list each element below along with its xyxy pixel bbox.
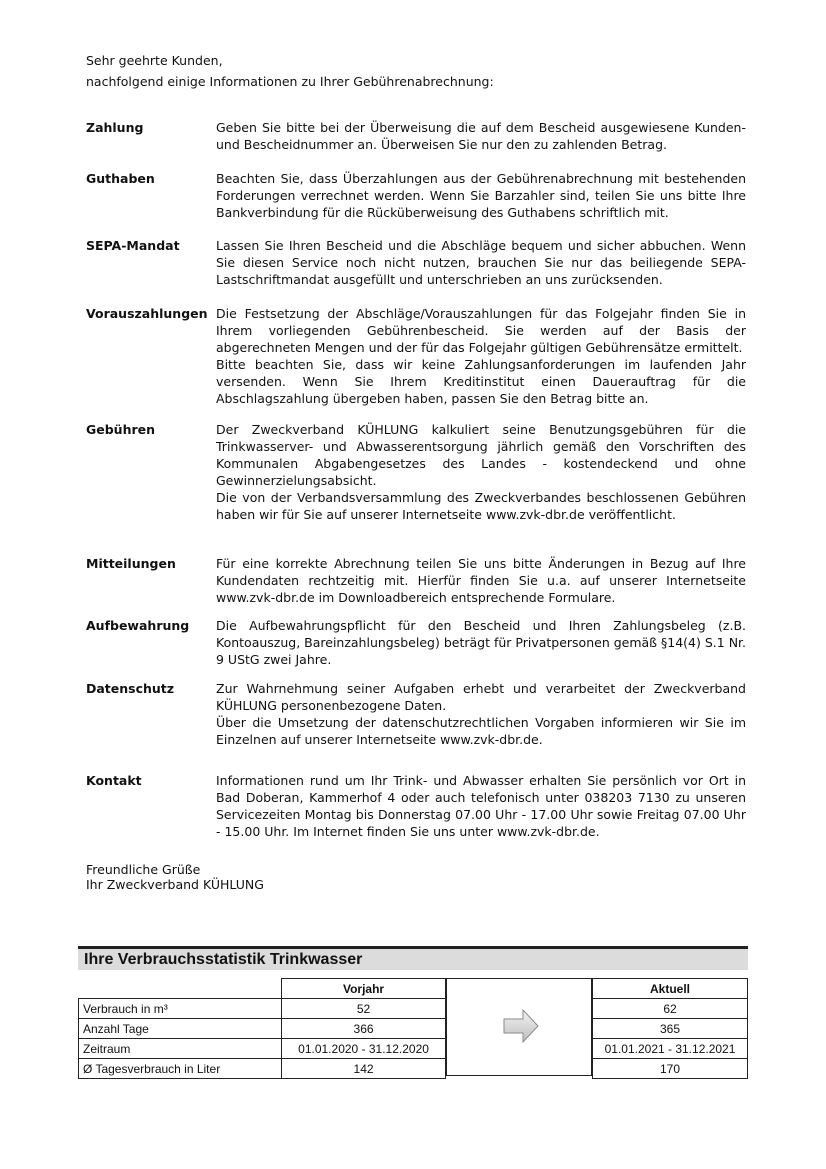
current-year-header: Aktuell: [593, 979, 748, 999]
current-value: 01.01.2021 - 31.12.2021: [593, 1039, 748, 1059]
section-term: Aufbewahrung: [86, 618, 190, 633]
row-label: Ø Tagesverbrauch in Liter: [79, 1059, 282, 1079]
section-term: Gebühren: [86, 422, 156, 437]
section-paragraph: Der Zweckverband KÜHLUNG kalkuliert seine Benutzungsgebühren für die Trinkwasserver- und Abwasserentsorgung jährlich gemäß den Vorschriften des Kommunalen Abgabengesetzes des Landes - kostendeckend und ohne Gewinnerzielungsabsicht.: [216, 422, 746, 488]
section-term: Guthaben: [86, 171, 155, 186]
closing-signature: Ihr Zweckverband KÜHLUNG: [86, 876, 264, 892]
row-label: Verbrauch in m³: [79, 999, 282, 1019]
section-paragraph: Lassen Sie Ihren Bescheid und die Abschläge bequem und sicher abbuchen. Wenn Sie diesen Service noch nicht nutzen, brauchen Sie nur das beiliegende SEPA-Lastschriftmandat ausgefüllt und unterschrieben an uns zurücksenden.: [216, 238, 746, 287]
section-paragraph: Geben Sie bitte bei der Überweisung die auf dem Bescheid ausgewiesene Kunden- und Bescheidnummer an. Überweisen Sie nur den zu zahlenden Betrag.: [216, 120, 746, 152]
previous-year-header: Vorjahr: [282, 979, 446, 999]
section-description: [216, 170, 746, 221]
previous-value: 01.01.2020 - 31.12.2020: [282, 1039, 446, 1059]
section-paragraph: Beachten Sie, dass Überzahlungen aus der Gebührenabrechnung mit bestehenden Forderungen verrechnet werden. Wenn Sie Barzahler sind, teilen Sie uns bitte Ihre Bankverbindung für die Rücküberweisung des Guthabens schriftlich mit.: [216, 171, 746, 220]
section-description: [216, 305, 746, 407]
closing-greeting: Freundliche Grüße: [86, 862, 201, 877]
section-description: [216, 555, 746, 606]
closing: [86, 863, 264, 892]
table-row: [593, 1039, 748, 1059]
statistics-table-current: [592, 978, 748, 1079]
section-paragraph: Die von der Verbandsversammlung des Zweckverbandes beschlossenen Gebühren haben wir für Sie auf unserer Internetseite www.zvk-dbr.de veröffentlicht.: [216, 490, 746, 522]
section-description: [216, 772, 746, 840]
section-paragraph: Informationen rund um Ihr Trink- und Abwasser erhalten Sie persönlich vor Ort in Bad Doberan, Kammerhof 4 oder auch telefonisch unter 038203 7130 zu unseren Servicezeiten Montag bis Donnerstag 07.00 Uhr - 17.00 Uhr sowie Freitag 07.00 Uhr - 15.00 Uhr. Im Internet finden Sie uns unter www.zvk-dbr.de.: [216, 773, 746, 839]
section-paragraph: Bitte beachten Sie, dass wir keine Zahlungsanforderungen im laufenden Jahr versenden. Wenn Sie Ihrem Kreditinstitut einen Dauerauftrag für die Abschlagszahlung übergeben haben, passen Sie den Betrag bitte an.: [216, 357, 746, 406]
right-arrow-icon: [503, 1009, 539, 1043]
previous-value: 52: [282, 999, 446, 1019]
table-row: [593, 1019, 748, 1039]
table-row: [593, 1059, 748, 1079]
intro-text: nachfolgend einige Informationen zu Ihrer Gebührenabrechnung:: [86, 74, 494, 89]
comparison-arrow-cell: [446, 978, 592, 1076]
current-value: 365: [593, 1019, 748, 1039]
section-description: [216, 421, 746, 523]
table-header-row: [79, 979, 446, 999]
table-row: [79, 1019, 446, 1039]
section-term: Mitteilungen: [86, 556, 176, 571]
section-description: [216, 680, 746, 748]
table-header-row: [593, 979, 748, 999]
section-paragraph: Die Festsetzung der Abschläge/Vorauszahlungen für das Folgejahr finden Sie in Ihrem vorliegenden Gebührenbescheid. Sie werden auf der Basis der abgerechneten Mengen und der für das Folgejahr gültigen Gebührensätze ermittelt.: [216, 306, 746, 355]
section-description: [216, 237, 746, 288]
row-label: Zeitraum: [79, 1039, 282, 1059]
table-row: [79, 1059, 446, 1079]
section-description: [216, 119, 746, 153]
table-row: [593, 999, 748, 1019]
section-paragraph: Die Aufbewahrungspflicht für den Bescheid und Ihren Zahlungsbeleg (z.B. Kontoauszug, Bareinzahlungsbeleg) beträgt für Privatpersonen gemäß §14(4) S.1 Nr. 9 UStG zwei Jahre.: [216, 618, 747, 667]
row-label: Anzahl Tage: [79, 1019, 282, 1039]
statistics-title: Ihre Verbrauchsstatistik Trinkwasser: [78, 946, 748, 970]
section-term: Vorauszahlungen: [86, 306, 208, 321]
section-paragraph: Für eine korrekte Abrechnung teilen Sie uns bitte Änderungen in Bezug auf Ihre Kundendaten rechtzeitig mit. Hierfür finden Sie u.a. auf unserer Internetseite www.zvk-dbr.de im Downloadbereich entsprechende Formulare.: [216, 556, 746, 605]
section-term: Zahlung: [86, 120, 144, 135]
current-value: 170: [593, 1059, 748, 1079]
section-term: SEPA-Mandat: [86, 238, 180, 253]
statistics-table-previous: [78, 978, 446, 1079]
section-description: [216, 617, 746, 668]
current-value: 62: [593, 999, 748, 1019]
previous-value: 366: [282, 1019, 446, 1039]
section-term: Datenschutz: [86, 681, 175, 696]
table-row: [79, 999, 446, 1019]
section-paragraph: Über die Umsetzung der datenschutzrechtlichen Vorgaben informieren wir Sie im Einzelnen auf unserer Internetseite www.zvk-dbr.de.: [216, 715, 746, 747]
previous-value: 142: [282, 1059, 446, 1079]
section-paragraph: Zur Wahrnehmung seiner Aufgaben erhebt und verarbeitet der Zweckverband KÜHLUNG personenbezogene Daten.: [216, 681, 746, 713]
empty-header-cell: [79, 979, 282, 999]
salutation: Sehr geehrte Kunden,: [86, 53, 223, 68]
section-term: Kontakt: [86, 773, 142, 788]
table-row: [79, 1039, 446, 1059]
